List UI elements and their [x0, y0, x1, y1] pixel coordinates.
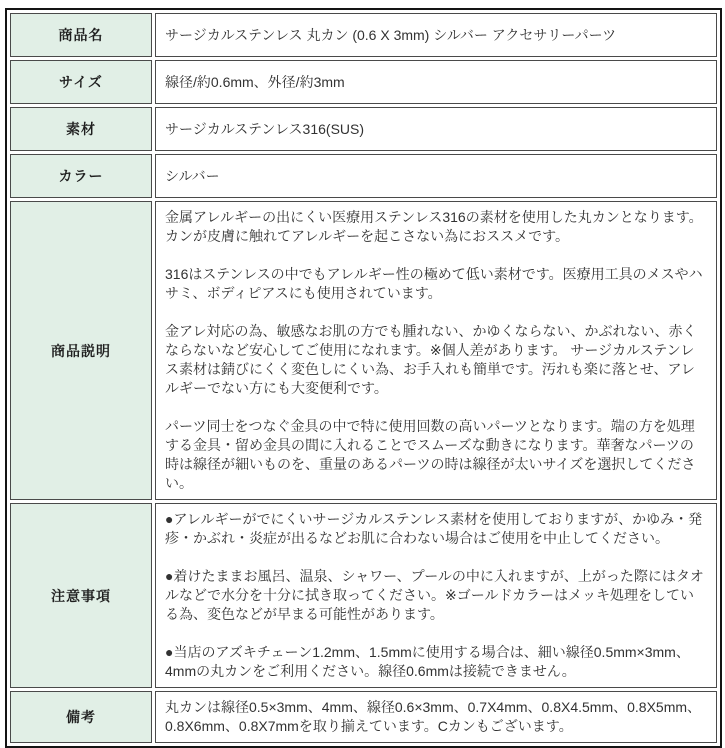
precaution-bullet: ●着けたままお風呂、温泉、シャワー、プールの中に入れますが、上がった際にはタオルなどで水分を十分に拭き取ってください。※ゴールドカラーはメッキ処理をしている為、変色などが早まる可能性があります。	[165, 568, 704, 622]
size-text: 線径/約0.6mm、外径/約3mm	[165, 73, 345, 90]
row-product-name-label: 商品名	[10, 13, 152, 57]
precaution-bullet: ●アレルギーがでにくいサージカルステンレス素材を使用しておりますが、かゆみ・発疹・かぶれ・炎症が出るなどお肌に合わない場合はご使用を中止してください。	[165, 511, 703, 546]
row-product-name	[10, 13, 717, 57]
row-material-label: 素材	[10, 107, 152, 151]
row-size-label: サイズ	[10, 60, 152, 104]
row-color-label: カラー	[10, 154, 152, 198]
row-notes-label: 備考	[10, 691, 152, 743]
row-description-label: 商品説明	[10, 201, 152, 500]
row-notes	[10, 691, 717, 743]
color-text: シルバー	[165, 167, 220, 184]
description-paragraph: パーツ同士をつなぐ金具の中で特に使用回数の高いパーツとなります。端の方を処理する金具・留め金具の間に入れることでスムーズな動きになります。華奢なパーツの時は線径が細いものを、重量のあるパーツの時は線径が太いサイズを選択してください。	[165, 418, 696, 491]
precaution-bullet: ●当店のアズキチェーン1.2mm、1.5mmに使用する場合は、細い線径0.5mm×3mm、4mmの丸カンをご利用ください。線径0.6mmは接続できません。	[165, 644, 690, 679]
row-size-value	[155, 60, 717, 104]
row-precautions-value	[155, 503, 717, 688]
row-precautions-label: 注意事項	[10, 503, 152, 688]
row-product-name-value	[155, 13, 717, 57]
row-color-value	[155, 154, 717, 198]
row-precautions	[10, 503, 717, 688]
product-spec-table	[5, 8, 722, 748]
product-name-text: サージカルステンレス 丸カン (0.6 X 3mm) シルバー アクセサリーパーツ	[165, 26, 617, 43]
material-text: サージカルステンレス316(SUS)	[165, 120, 365, 137]
row-description-value	[155, 201, 717, 500]
row-description	[10, 201, 717, 500]
description-paragraph: 金アレ対応の為、敏感なお肌の方でも腫れない、かゆくならない、かぶれない、赤くならないなど安心してご使用になれます。※個人差があります。 サージカルステンレス素材は錆びにくく変色しにくい為、お手入れも簡単です。汚れも楽に落とせ、アレルギーでない方にも大変便利です。	[165, 323, 697, 396]
row-material-value	[155, 107, 717, 151]
description-paragraph: 316はステンレスの中でもアレルギー性の極めて低い素材です。医療用工具のメスやハサミ、ボディピアスにも使用されています。	[165, 266, 703, 301]
description-paragraph: 金属アレルギーの出にくい医療用ステンレス316の素材を使用した丸カンとなります。カンが皮膚に触れてアレルギーを起こさない為におススメです。	[165, 209, 703, 244]
row-size	[10, 60, 717, 104]
notes-text: 丸カンは線径0.5×3mm、4mm、線径0.6×3mm、0.7X4mm、0.8X4.5mm、0.8X5mm、0.8X6mm、0.8X7mmを取り揃えています。Cカンもございます。	[165, 699, 702, 734]
row-notes-value	[155, 691, 717, 743]
row-material	[10, 107, 717, 151]
row-color	[10, 154, 717, 198]
